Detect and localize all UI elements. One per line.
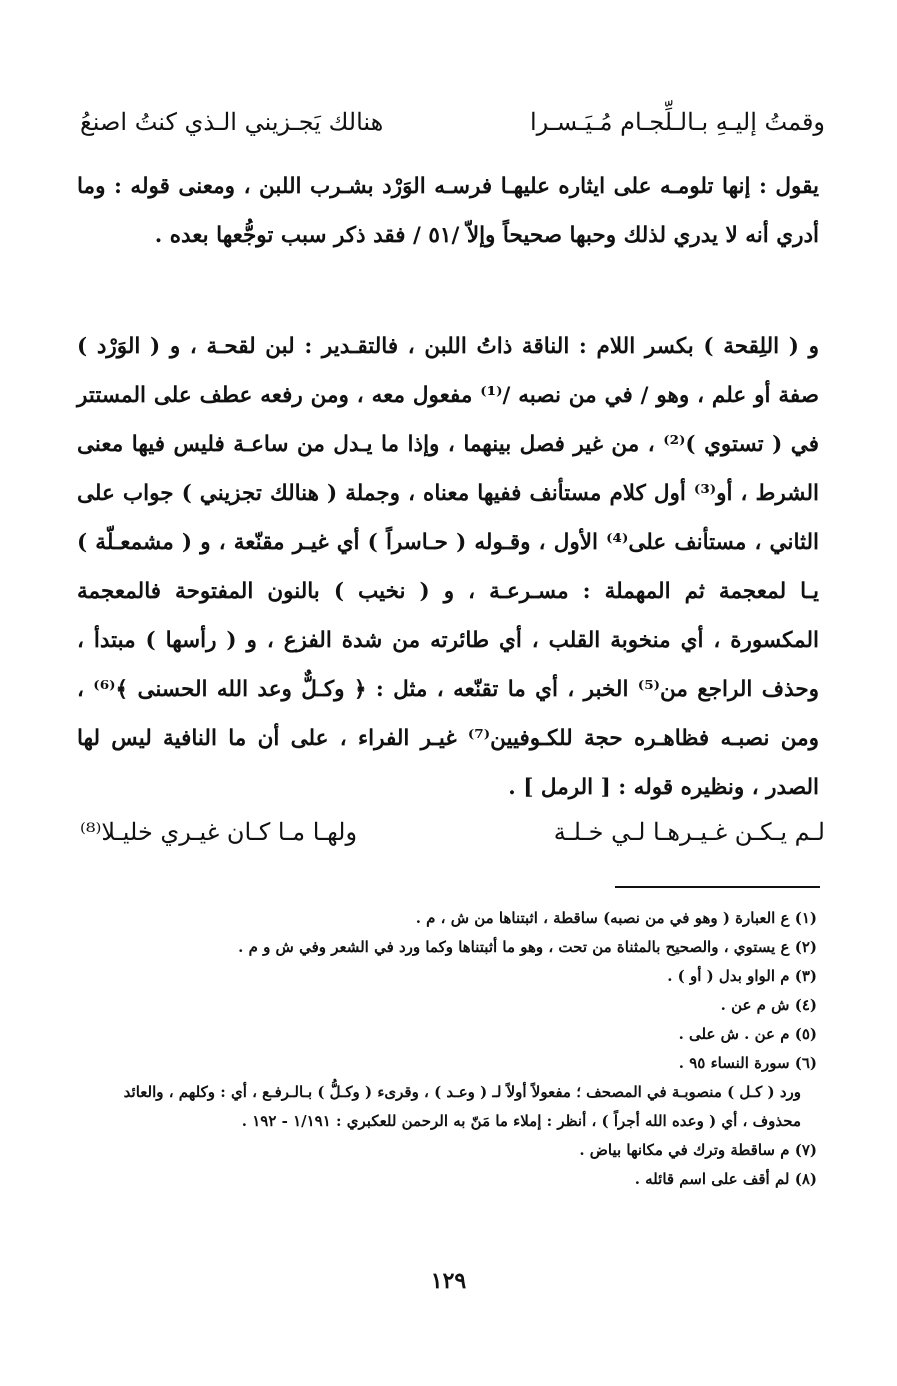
footnote-1: (١) ع العبارة ( وهو في من نصبه) ساقطة ، اثبتناها من ش ، م . — [415, 909, 817, 927]
paragraph-2 — [77, 322, 819, 812]
paragraph-1 — [77, 162, 819, 260]
footnote-8: (٨) لم أقف على اسم قائله . — [634, 1170, 817, 1188]
paragraph-1-text: يقول : إنها تلومـه على ايثاره عليهـا فرسـه الوَرْد بشـرب اللبن ، ومعنى قوله : وما أدري أنه لا يدري لذلك وحبها صحيحاً وإلاّ /٥١ / فقد ذكر سبب توجُّعها بعده . — [77, 174, 819, 248]
footnotes — [117, 904, 817, 1194]
verse-top-second-hemistich: هنالك يَجـزيني الـذي كنتُ اصنعُ — [80, 108, 384, 136]
footnote-7: (٧) م ساقطة وترك في مكانها بياض . — [579, 1141, 817, 1159]
footnote-6: (٦) سورة النساء ٩٥ . — [678, 1054, 817, 1072]
footnote-2: (٢) ع يستوي ، والصحيح بالمثناة من تحت ، وهو ما أثبتناها وكما ورد في الشعر وفي ش و م . — [238, 938, 817, 956]
verse-line-top — [80, 102, 825, 142]
footnote-4: (٤) ش م عن . — [720, 996, 817, 1014]
footnote-6-continuation: ورد ( كـل ) منصوبـة في المصحف ؛ مفعولاً أولاً لـ ( وعـد ) ، وقرىء ( وكـلُّ ) بـالـرفـع ، أي : وكلهم ، والعائد محذوف ، أي ( وعده الله أجراً ) ، أنظر : إملاء ما مَنّ به الرحمن للعكبري : ١/١٩١ - ١٩٢ . — [123, 1083, 801, 1130]
verse-top-first-hemistich: وقمتُ إليـهِ بـالـلِّجـام مُـيَـسـرا — [529, 108, 825, 136]
footnote-3: (٣) م الواو بدل ( أو ) . — [667, 967, 817, 985]
verse-bottom-first-hemistich: لـم يـكـن غـيـرهـا لـي خـلـة — [553, 818, 825, 846]
page-number: ١٢٩ — [430, 1268, 467, 1294]
footnote-separator — [615, 886, 820, 888]
verse-line-bottom — [80, 812, 825, 852]
footnote-5: (٥) م عن . ش على . — [678, 1025, 817, 1043]
paragraph-2-text: و ( اللِقحة ) بكسر اللام : الناقة ذاتُ اللبن ، فالتقـدير : لبن لقحـة ، و ( الوَرْد ) صفة أو علم ، وهو / في من نصبه /⁽¹⁾ مفعول معه ، ومن رفعه عطف على المستتر في ( تستوي )⁽²⁾ ، من غير فصل بينهما ، وإذا ما يـدل من ساعـة فليس فيها معنى الشرط ، أو⁽³⁾ أول كلام مستأنف ففيها معناه ، وجملة ( هنالك تجزيني ) جواب على الثاني ، مستأنف على⁽⁴⁾ الأول ، وقـوله ( حـاسراً ) أي غيـر مقنّعة ، و ( مشمعـلّة ) يـا لمعجمة ثم المهملة : مسـرعـة ، و ( نخيب ) بالنون المفتوحة فالمعجمة المكسورة ، أي منخوبة القلب ، أي طائرته من شدة الفزع ، و ( رأسها ) مبتدأ ، وحذف الراجع من⁽⁵⁾ الخبر ، أي ما تقنّعه ، مثل : ﴿ وكـلٌّ وعد الله الحسنى ﴾⁽⁶⁾ ، ومن نصبـه فظاهـره حجة للكـوفيين⁽⁷⁾ غيـر الفراء ، على أن ما النافية ليس لها الصدر ، ونظيره قوله : [ الرمل ] . — [77, 334, 820, 800]
verse-bottom-second-hemistich: ولهـا مـا كـان غيـري خليـلا⁽⁸⁾ — [80, 818, 358, 846]
